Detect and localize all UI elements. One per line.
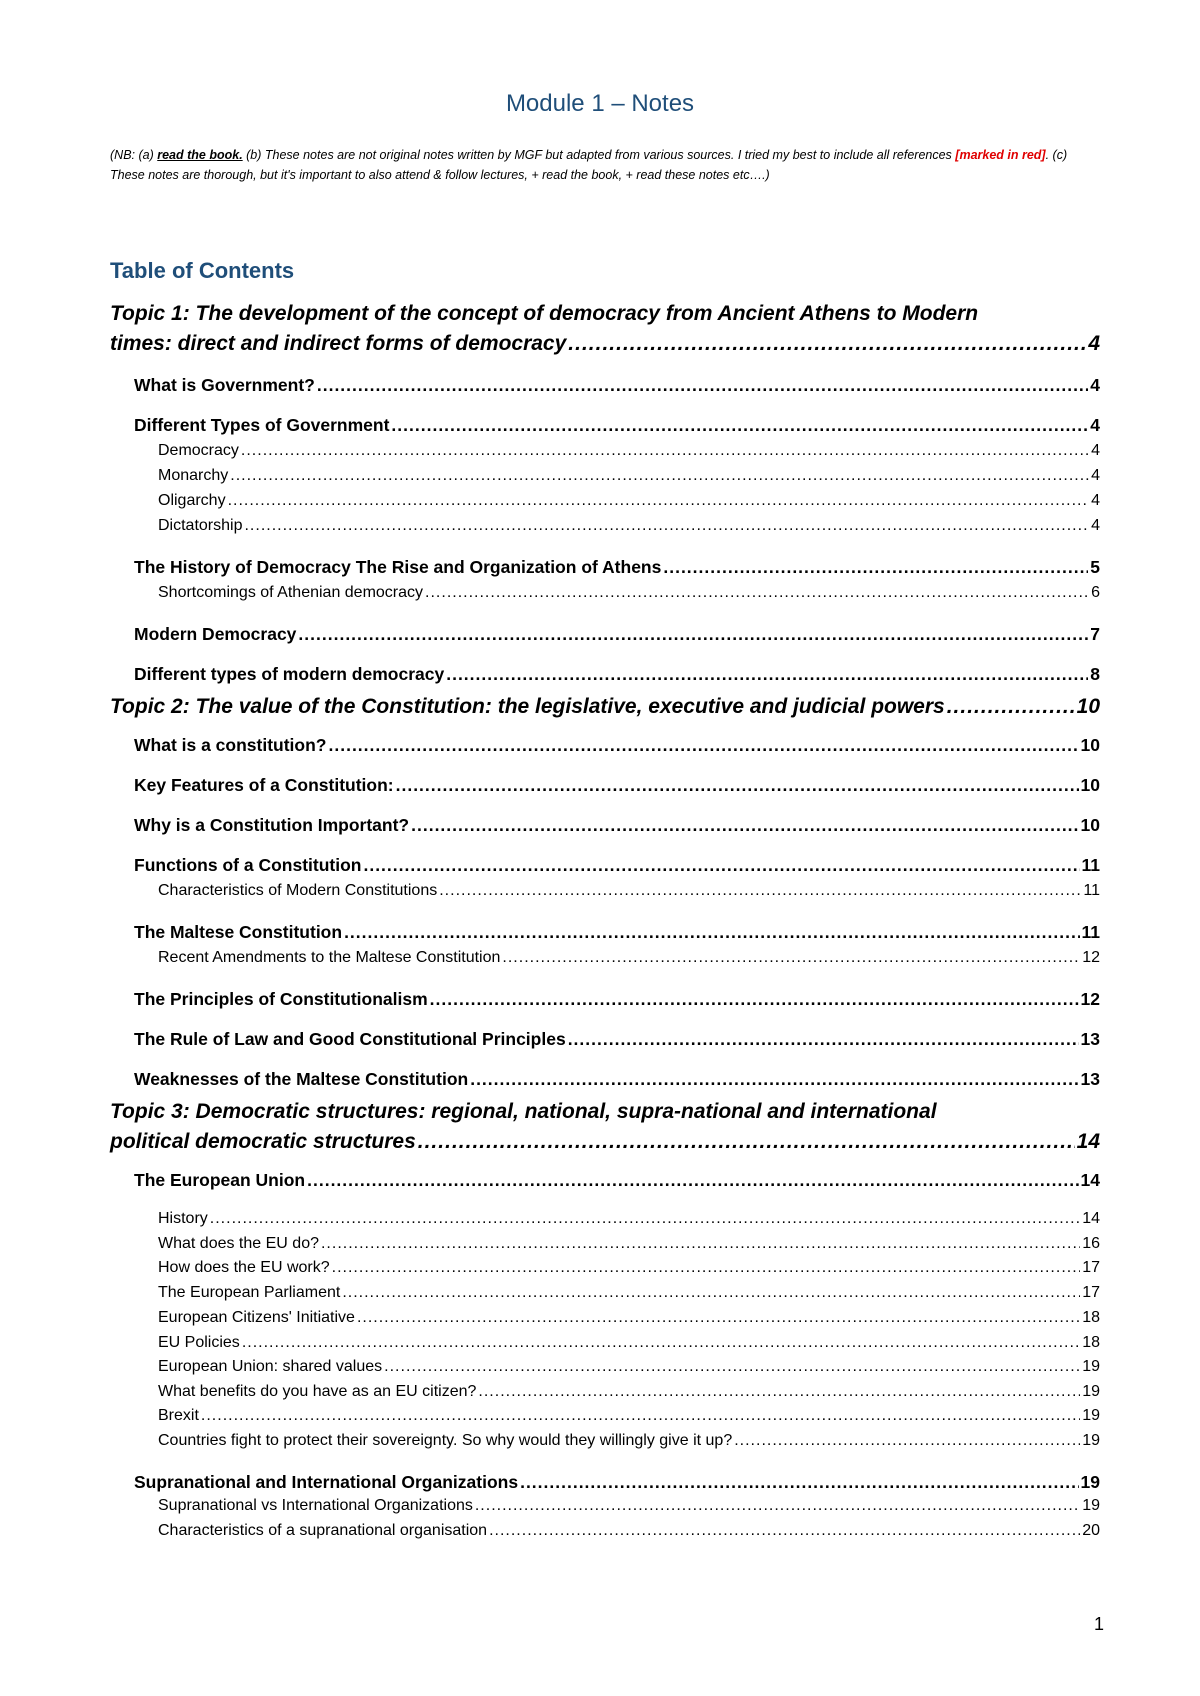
toc-entry-text: Dictatorship — [158, 517, 243, 534]
toc-topic-3-text: political democratic structures — [110, 1130, 416, 1153]
toc-leader-dots — [411, 815, 1078, 836]
toc-leader-dots — [568, 332, 1086, 356]
toc-leader-dots — [317, 375, 1088, 396]
toc-leader-dots — [446, 664, 1088, 685]
toc-entry-text: Why is a Constitution Important? — [134, 815, 410, 835]
toc-entry-page: 19 — [1082, 1407, 1100, 1424]
toc-entry-text: European Union: shared values — [158, 1358, 383, 1375]
toc-entry-text: What is a constitution? — [134, 735, 327, 755]
toc-entry-page: 16 — [1082, 1235, 1100, 1252]
toc-leader-dots — [342, 1284, 1080, 1302]
toc-entry-text: Key Features of a Constitution: — [134, 775, 394, 795]
toc-entry-text: European Citizens' Initiative — [158, 1309, 355, 1326]
toc-entry-page: 13 — [1080, 1069, 1100, 1089]
toc-entry-level-2[interactable] — [134, 922, 1100, 943]
toc-topic-1-line-1[interactable]: Topic 1: The development of the concept of democracy from Ancient Athens to Modern — [110, 302, 979, 325]
toc-entry-text: Brexit — [158, 1407, 199, 1424]
toc-entry-level-2[interactable] — [134, 775, 1100, 796]
toc-topic-2-text: Topic 2: The value of the Constitution: the legislative, executive and judicial powers — [110, 695, 945, 718]
toc-leader-dots — [344, 922, 1079, 943]
toc-leader-dots — [947, 695, 1075, 719]
toc-entry-level-3[interactable] — [158, 467, 1100, 485]
document-title: Module 1 – Notes — [505, 90, 695, 117]
toc-entry-text: EU Policies — [158, 1334, 240, 1351]
toc-leader-dots — [357, 1309, 1080, 1327]
toc-entry-level-3[interactable] — [158, 517, 1100, 535]
toc-leader-dots — [470, 1069, 1078, 1090]
toc-entry-level-3[interactable] — [158, 1383, 1100, 1401]
toc-entry-page: 18 — [1082, 1334, 1100, 1351]
toc-entry-level-3[interactable] — [158, 1358, 1100, 1376]
toc-leader-dots — [363, 855, 1079, 876]
toc-leader-dots — [734, 1432, 1080, 1450]
toc-topic-3-line-1[interactable]: Topic 3: Democratic structures: regional, national, supra-national and international — [110, 1100, 937, 1123]
note-part-3: (b) These notes are not original notes written by MGF but adapted from various sources. I tried my best to include all references — [242, 148, 956, 162]
toc-entry-level-3[interactable] — [158, 1210, 1100, 1228]
toc-entry-level-3[interactable] — [158, 1432, 1100, 1450]
toc-leader-dots — [230, 467, 1089, 485]
toc-leader-dots — [332, 1259, 1081, 1277]
page-number: 1 — [1093, 1614, 1104, 1634]
toc-entry-text: The European Parliament — [158, 1284, 341, 1301]
toc-entry-text: The Maltese Constitution — [134, 922, 343, 942]
toc-entry-text: Shortcomings of Athenian democracy — [158, 584, 424, 601]
toc-entry-page: 4 — [1091, 492, 1100, 509]
toc-entry-page: 19 — [1082, 1497, 1100, 1514]
toc-entry-text: Characteristics of a supranational organisation — [158, 1522, 488, 1539]
toc-entry-level-2[interactable] — [134, 415, 1100, 436]
toc-entry-level-3[interactable] — [158, 1407, 1100, 1425]
toc-entry-text: What benefits do you have as an EU citizen? — [158, 1383, 477, 1400]
toc-leader-dots — [329, 735, 1079, 756]
toc-entry-level-3[interactable] — [158, 442, 1100, 460]
toc-entry-text: The Principles of Constitutionalism — [134, 989, 428, 1009]
toc-leader-dots — [439, 882, 1081, 900]
toc-entry-level-2[interactable] — [134, 1170, 1100, 1191]
toc-entry-text: Functions of a Constitution — [134, 855, 362, 875]
toc-entry-level-2[interactable] — [134, 557, 1100, 578]
toc-entry-page: 18 — [1082, 1309, 1100, 1326]
toc-entry-level-3[interactable] — [158, 1259, 1100, 1277]
toc-leader-dots — [502, 949, 1080, 967]
toc-entry-level-2[interactable] — [134, 989, 1100, 1010]
toc-entry-page: 4 — [1091, 467, 1100, 484]
toc-entry-text: The Rule of Law and Good Constitutional Principles — [134, 1029, 566, 1049]
toc-leader-dots — [321, 1235, 1080, 1253]
toc-entry-text: Weaknesses of the Maltese Constitution — [134, 1069, 469, 1089]
toc-entry-page: 19 — [1080, 1472, 1100, 1492]
toc-entry-text: Modern Democracy — [134, 624, 297, 644]
toc-topic-1-page: 4 — [1088, 332, 1100, 355]
toc-entry-page: 17 — [1082, 1259, 1100, 1276]
toc-entry-page: 11 — [1081, 922, 1100, 942]
toc-entry-page: 11 — [1081, 855, 1100, 875]
toc-leader-dots — [520, 1472, 1078, 1493]
toc-entry-page: 14 — [1080, 1170, 1100, 1190]
toc-entry-level-3[interactable] — [158, 1235, 1100, 1253]
toc-entry-page: 17 — [1082, 1284, 1100, 1301]
toc-entry-text: Oligarchy — [158, 492, 226, 509]
toc-leader-dots — [475, 1497, 1080, 1515]
toc-leader-dots — [228, 492, 1090, 510]
toc-entry-level-2[interactable] — [134, 735, 1100, 756]
toc-entry-text: History — [158, 1210, 208, 1227]
toc-entry-level-3[interactable] — [158, 1497, 1100, 1515]
toc-leader-dots — [418, 1130, 1075, 1154]
toc-entry-page: 10 — [1080, 735, 1100, 755]
toc-entry-page: 19 — [1082, 1358, 1100, 1375]
toc-entry-page: 6 — [1091, 584, 1100, 601]
toc-entry-page: 20 — [1082, 1522, 1100, 1539]
toc-entry-level-3[interactable] — [158, 584, 1100, 602]
toc-leader-dots — [396, 775, 1079, 796]
toc-entry-page: 5 — [1090, 557, 1100, 577]
toc-entry-page: 4 — [1090, 375, 1100, 395]
toc-entry-text: How does the EU work? — [158, 1259, 330, 1276]
toc-entry-level-3[interactable] — [158, 492, 1100, 510]
toc-entry-level-3[interactable] — [158, 949, 1100, 967]
toc-leader-dots — [489, 1522, 1080, 1540]
note-read-the-book: read the book. — [157, 148, 243, 162]
toc-leader-dots — [210, 1210, 1080, 1228]
toc-entry-text: What does the EU do? — [158, 1235, 319, 1252]
toc-entry-level-2[interactable] — [134, 1472, 1100, 1493]
toc-entry-page: 4 — [1091, 442, 1100, 459]
toc-entry-level-3[interactable] — [158, 1522, 1100, 1540]
note-part-5: . (c) These notes are thorough, but it's important to also attend & follow lectures, + read the book, + read these notes etc….) — [110, 148, 1068, 182]
note-marked-in-red: [marked in red] — [955, 148, 1046, 162]
toc-entry-level-2[interactable] — [134, 815, 1100, 836]
toc-leader-dots — [425, 584, 1089, 602]
toc-leader-dots — [391, 415, 1088, 436]
toc-topic-2-page: 10 — [1076, 695, 1100, 718]
toc-entry-page: 10 — [1080, 775, 1100, 795]
toc-entry-level-3[interactable] — [158, 1334, 1100, 1352]
toc-entry-page: 14 — [1082, 1210, 1100, 1227]
toc-entry-level-2[interactable] — [134, 375, 1100, 396]
toc-entry-page: 13 — [1080, 1029, 1100, 1049]
toc-leader-dots — [478, 1383, 1080, 1401]
toc-entry-page: 4 — [1091, 517, 1100, 534]
toc-entry-page: 11 — [1083, 882, 1100, 899]
toc-heading: Table of Contents — [110, 258, 295, 283]
toc-topic-1-text: times: direct and indirect forms of democracy — [110, 332, 567, 355]
toc-topic-1[interactable] — [110, 332, 1100, 356]
toc-entry-level-3[interactable] — [158, 882, 1100, 900]
toc-entry-page: 12 — [1082, 949, 1100, 966]
toc-entry-text: Characteristics of Modern Constitutions — [158, 882, 438, 899]
toc-entry-text: Democracy — [158, 442, 239, 459]
toc-leader-dots — [241, 442, 1089, 460]
toc-entry-level-2[interactable] — [134, 1029, 1100, 1050]
toc-entry-level-2[interactable] — [134, 624, 1100, 645]
toc-leader-dots — [298, 624, 1088, 645]
toc-entry-page: 8 — [1090, 664, 1100, 684]
toc-leader-dots — [568, 1029, 1079, 1050]
toc-entry-text: The History of Democracy The Rise and Organization of Athens — [134, 557, 662, 577]
toc-entry-level-3[interactable] — [158, 1284, 1100, 1302]
toc-entry-text: Different types of modern democracy — [134, 664, 445, 684]
toc-entry-page: 19 — [1082, 1383, 1100, 1400]
toc-entry-page: 19 — [1082, 1432, 1100, 1449]
toc-entry-page: 12 — [1080, 989, 1100, 1009]
toc-entry-level-2[interactable] — [134, 855, 1100, 876]
toc-entry-level-2[interactable] — [134, 1069, 1100, 1090]
toc-entry-text: Countries fight to protect their sovereignty. So why would they willingly give it up? — [158, 1432, 733, 1449]
note-part-1: (NB: (a) — [110, 148, 158, 162]
toc-leader-dots — [307, 1170, 1078, 1191]
toc-entry-text: Recent Amendments to the Maltese Constitution — [158, 949, 501, 966]
toc-entry-page: 10 — [1080, 815, 1100, 835]
toc-entry-page: 7 — [1090, 624, 1100, 644]
toc-topic-3[interactable] — [110, 1130, 1100, 1154]
toc-topic-2[interactable] — [110, 695, 1100, 719]
toc-entry-text: What is Government? — [134, 375, 315, 395]
toc-leader-dots — [244, 517, 1089, 535]
toc-entry-text: Different Types of Government — [134, 415, 390, 435]
toc-entry-text: The European Union — [134, 1170, 306, 1190]
toc-entry-level-3[interactable] — [158, 1309, 1100, 1327]
toc-entry-level-2[interactable] — [134, 664, 1100, 685]
toc-topic-3-page: 14 — [1076, 1130, 1100, 1153]
toc-leader-dots — [201, 1407, 1080, 1425]
toc-leader-dots — [663, 557, 1088, 578]
toc-entry-text: Supranational vs International Organizations — [158, 1497, 473, 1514]
toc-entry-text: Supranational and International Organizations — [134, 1472, 519, 1492]
toc-leader-dots — [430, 989, 1079, 1010]
toc-entry-text: Monarchy — [158, 467, 229, 484]
toc-leader-dots — [384, 1358, 1080, 1376]
toc-entry-page: 4 — [1090, 415, 1100, 435]
toc-leader-dots — [242, 1334, 1080, 1352]
